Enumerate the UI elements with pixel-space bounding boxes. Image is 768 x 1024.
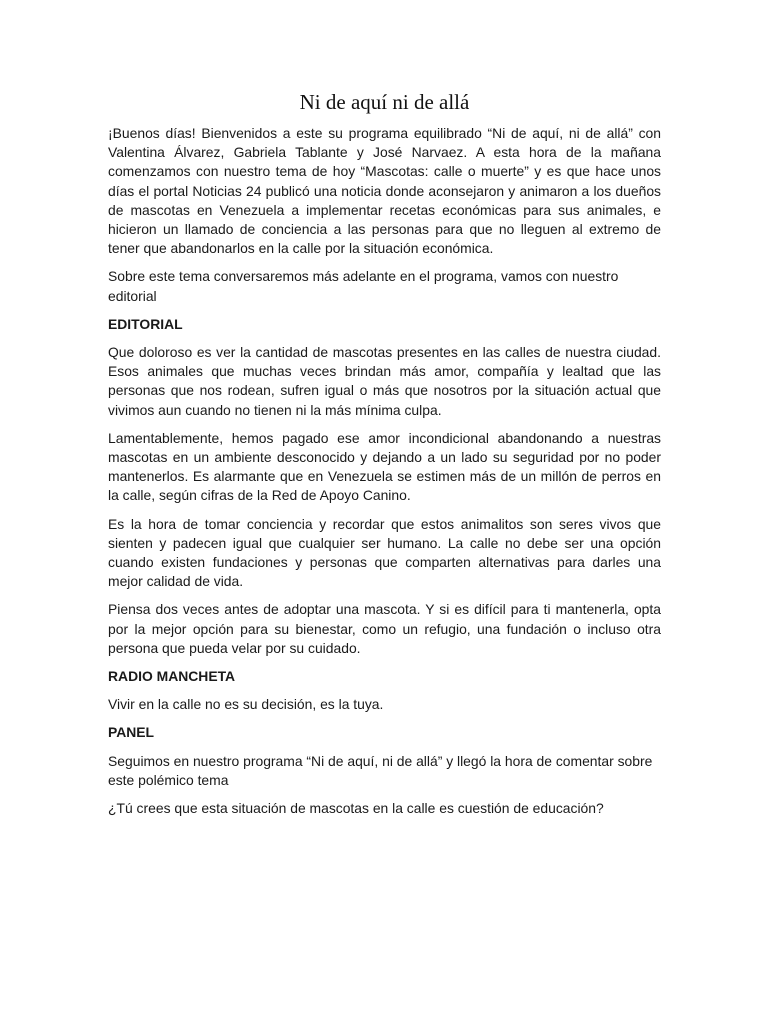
intro-paragraph: ¡Buenos días! Bienvenidos a este su programa equilibrado “Ni de aquí, ni de allá” con Valentina Álvarez, Gabriela Tablante y José Narvaez. A esta hora de la mañana comenzamos con nuestro tema de hoy “Mascotas: calle o muerte” y es que hace unos días el portal Noticias 24 publicó una noticia donde aconsejaron y animaron a los dueños de mascotas en Venezuela a implementar recetas económicas para sus animales, e hicieron un llamado de conciencia a las personas para que no lleguen al extremo de tener que abandonarlos en la calle por la situación económica. [108, 125, 661, 257]
editorial-paragraph-4: Piensa dos veces antes de adoptar una mascota. Y si es difícil para ti mantenerla, opta por la mejor opción para su bienestar, como un refugio, una fundación o incluso otra persona que pueda velar por su cuidado. [108, 601, 661, 656]
editorial-paragraph-2: Lamentablemente, hemos pagado ese amor incondicional abandonando a nuestras mascotas en un ambiente desconocido y dejando a un lado su seguridad por no poder mantenerlos. Es alarmante que en Venezuela se estimen más de un millón de perros en la calle, según cifras de la Red de Apoyo Canino. [108, 429, 661, 504]
editorial-paragraph-1: Que doloroso es ver la cantidad de mascotas presentes en las calles de nuestra ciudad. Esos animales que muchas veces brindan más amor, compañía y lealtad que las personas que nos rodean, sufren igual o más que nosotros por la situación actual que vivimos aun cuando no tienen ni la más mínima culpa. [108, 344, 661, 418]
transition-paragraph: Sobre este tema conversaremos más adelante en el programa, vamos con nuestro editorial [108, 268, 619, 304]
panel-heading: PANEL [108, 724, 155, 741]
panel-paragraph-1: Seguimos en nuestro programa “Ni de aquí, ni de allá” y llegó la hora de comentar sobre este polémico tema [108, 752, 653, 788]
editorial-paragraph-3: Es la hora de tomar conciencia y recordar que estos animalitos son seres vivos que sienten y padecen igual que cualquier ser humano. La calle no debe ser una opción cuando existen fundaciones y personas que comparten alternativas para darles una mejor calidad de vida. [108, 515, 661, 590]
radio-mancheta-text: Vivir en la calle no es su decisión, es la tuya. [108, 696, 384, 713]
editorial-heading: EDITORIAL [108, 315, 183, 332]
document-page [108, 88, 661, 827]
radio-mancheta-heading: RADIO MANCHETA [108, 668, 236, 685]
panel-paragraph-2: ¿Tú crees que esta situación de mascotas en la calle es cuestión de educación? [108, 800, 604, 817]
document-title: Ni de aquí ni de allá [299, 90, 470, 114]
